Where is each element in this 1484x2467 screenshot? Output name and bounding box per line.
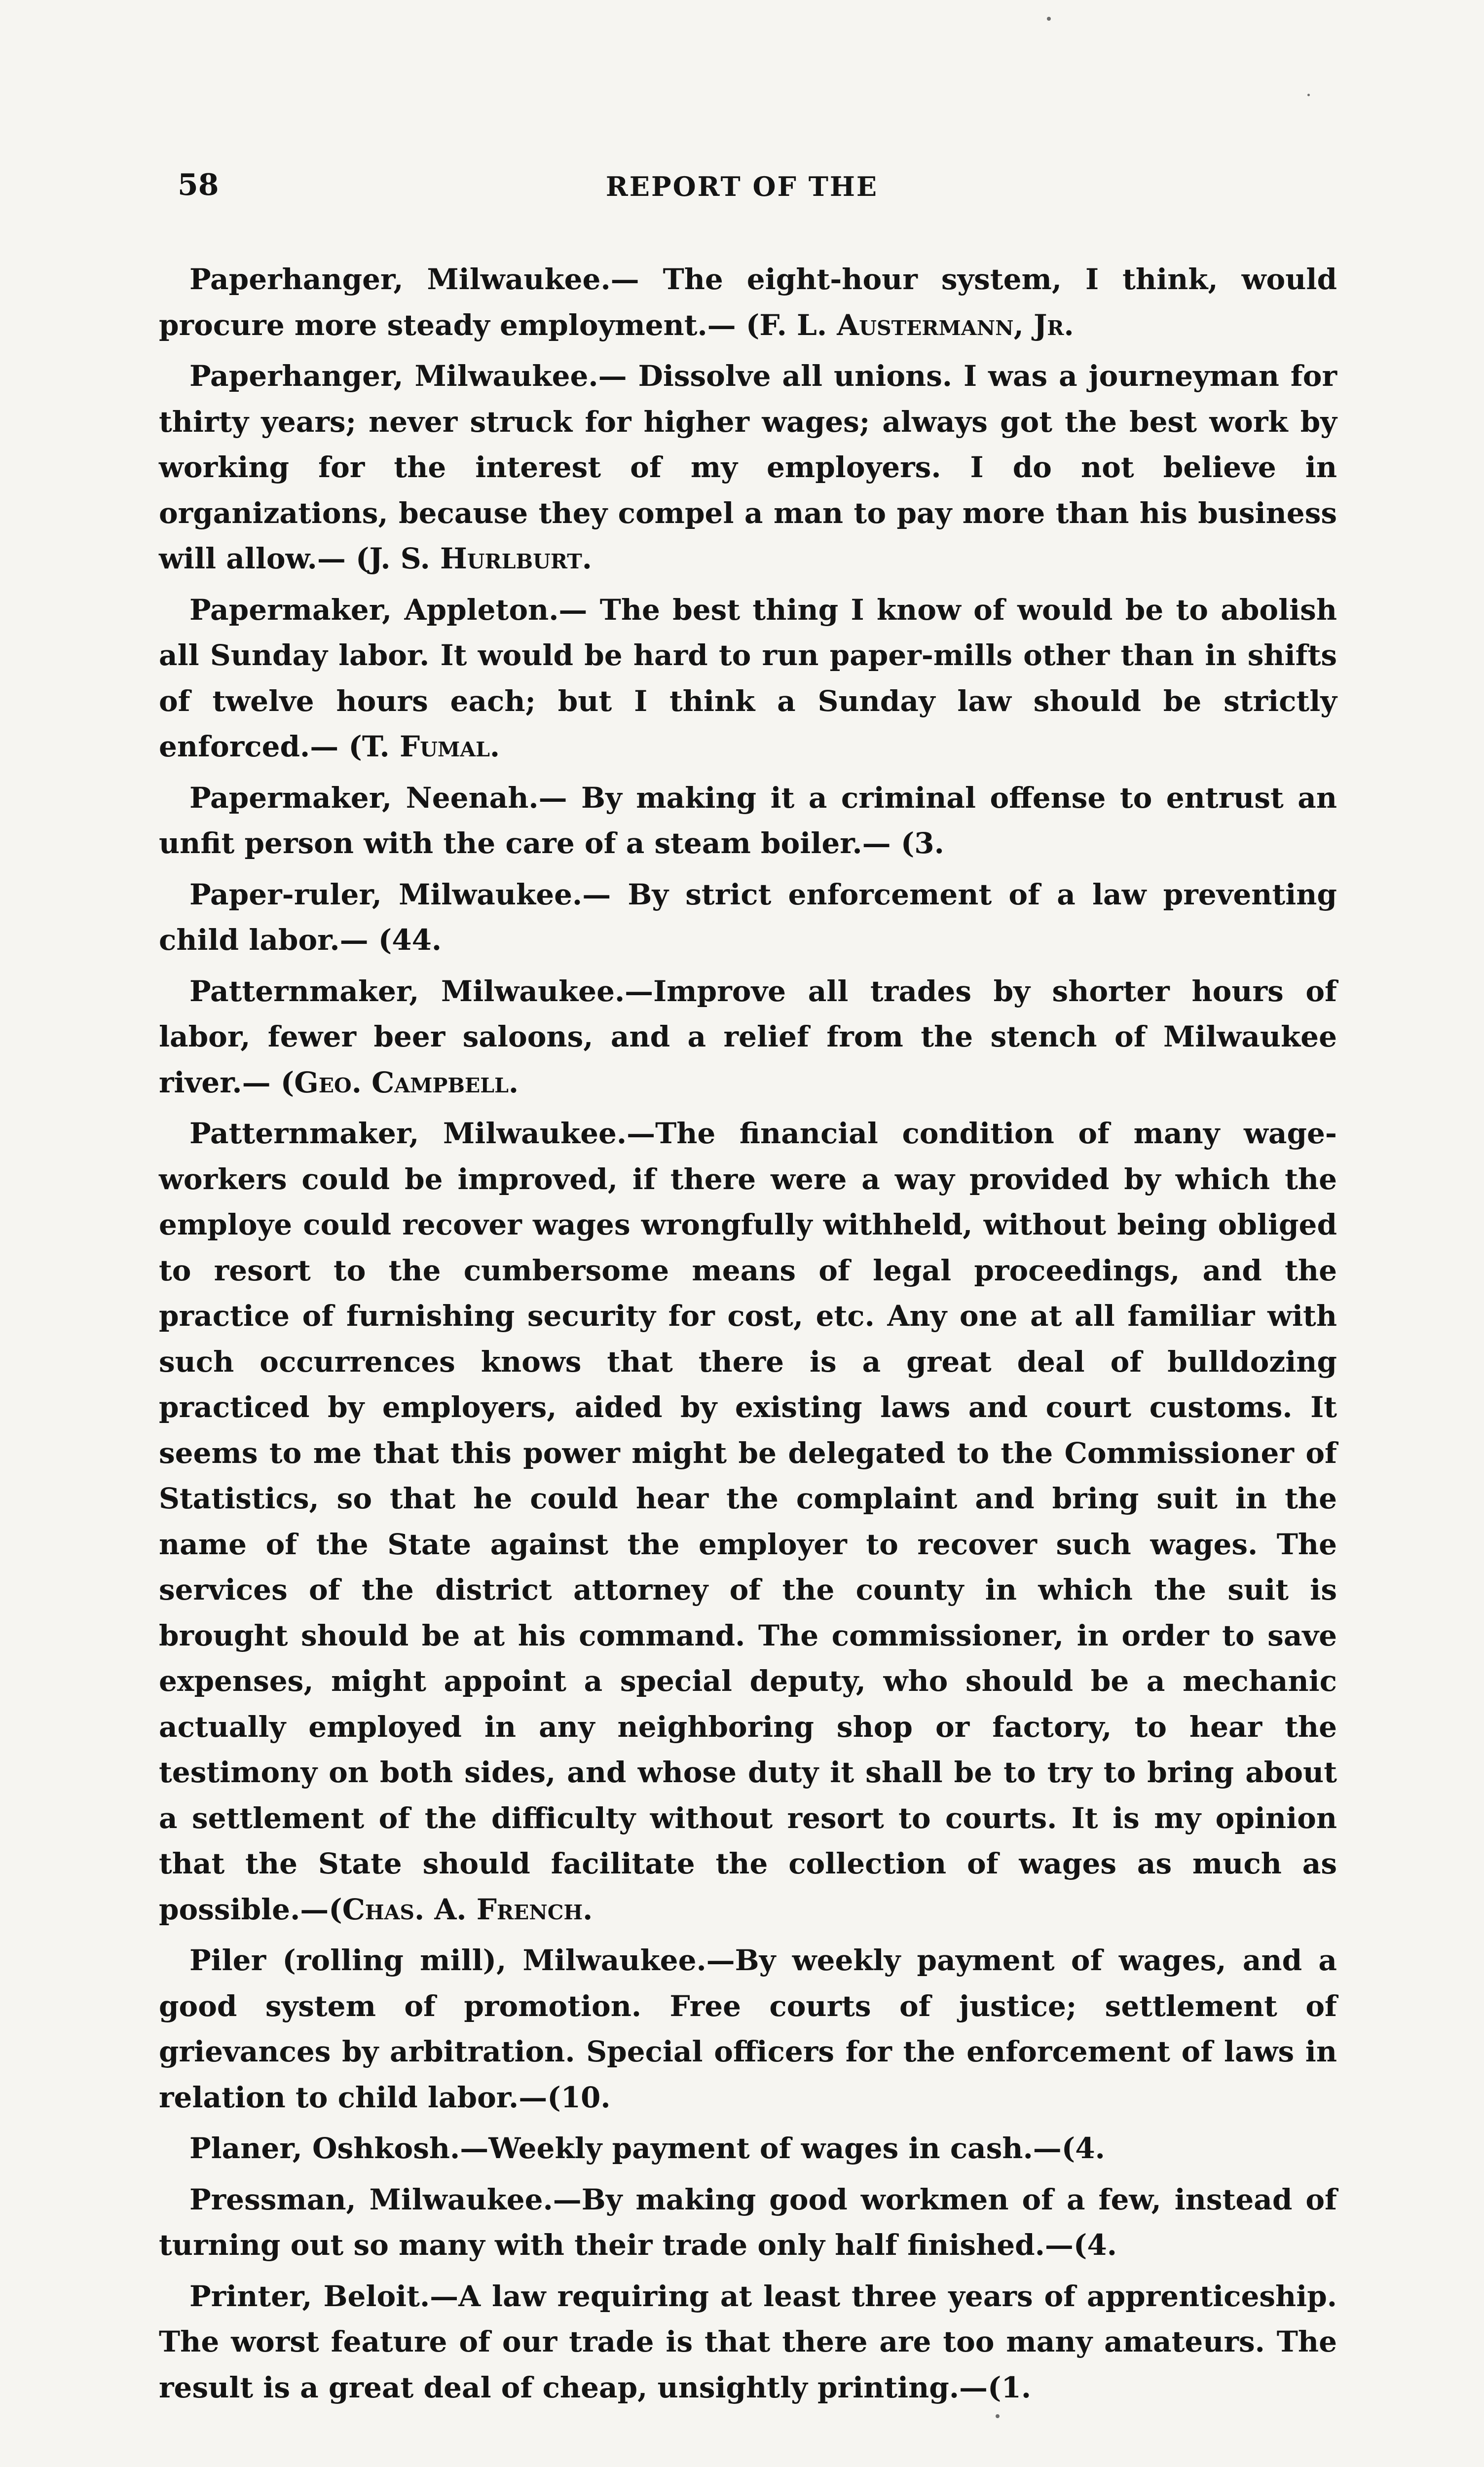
entry-paper-ruler-milwaukee: Paper-ruler, Milwaukee.— By strict enforcement of a law preventing child labor.— (44. bbox=[159, 877, 1337, 957]
entry-signature: Chas. A. French. bbox=[342, 1892, 593, 1926]
entry-printer-beloit: Printer, Beloit.—A law requiring at least three years of apprenticeship. The worst feature of our trade is that there are too many amateurs. The result is a great deal of cheap, unsightly printing.—(1. bbox=[159, 2279, 1337, 2404]
entry-patternmaker-milwaukee-2: Patternmaker, Milwaukee.—The financial condition of many wage-workers could be improved, if there were a way provided by which the employe could recover wages wrongfully withheld, without being obliged to resort to the cumbersome means of legal proceedings, and the practice of furnishing security for cost, etc. Any one at all familiar with such occurrences knows that there is a great deal of bulldozing practiced by employers, aided by existing laws and court customs. It seems to me that this power might be delegated to the Commissioner of Statistics, so that he could hear the complaint and bring suit in the name of the State against the employer to recover such wages. The services of the district attorney of the county in which the suit is brought should be at his command. The commissioner, in order to save expenses, might appoint a special deputy, who should be a mechanic actually employed in any neighboring shop or factory, to hear the testimony on both sides, and whose duty it shall be to try to bring about a settlement of the difficulty without resort to courts. It is my opinion that the State should facilitate the collection of wages as much as possible.—(Chas. A. French. bbox=[159, 1117, 1337, 1926]
entry-patternmaker-milwaukee-1: Patternmaker, Milwaukee.—Improve all trades by shorter hours of labor, fewer beer saloons, and a relief from the stench of Milwaukee river.— (Geo. Campbell. bbox=[159, 974, 1337, 1099]
entry-signature: F. L. Austermann, Jr. bbox=[759, 308, 1074, 342]
entry-pressman-milwaukee: Pressman, Milwaukee.—By making good workmen of a few, instead of turning out so many with their trade only half finished.—(4. bbox=[159, 2182, 1337, 2262]
entry-signature: Geo. Campbell. bbox=[294, 1065, 519, 1099]
paper-speck bbox=[1047, 17, 1051, 21]
report-entries bbox=[159, 257, 1337, 2416]
paper-speck bbox=[1307, 94, 1310, 96]
entry-paperhanger-milwaukee-1: Paperhanger, Milwaukee.— The eight-hour system, I think, would procure more steady employment.— (F. L. Austermann, Jr. bbox=[159, 262, 1337, 342]
entry-piler-milwaukee: Piler (rolling mill), Milwaukee.—By weekly payment of wages, and a good system of promotion. Free courts of justice; settlement of grievances by arbitration. Special officers for the enforcement of laws in relation to child labor.—(10. bbox=[159, 1944, 1337, 2114]
page-header bbox=[0, 168, 1484, 222]
entry-papermaker-appleton: Papermaker, Appleton.— The best thing I know of would be to abolish all Sunday labor. It would be hard to run paper-mills other than in shifts of twelve hours each; but I think a Sunday law should be strictly enforced.— (T. Fumal. bbox=[159, 593, 1337, 763]
paper-speck bbox=[996, 2414, 1000, 2418]
entry-signature: T. Fumal. bbox=[362, 730, 500, 763]
entry-papermaker-neenah: Papermaker, Neenah.— By making it a criminal offense to entrust an unfit person with the care of a steam boiler.— (3. bbox=[159, 781, 1337, 860]
entry-paperhanger-milwaukee-2: Paperhanger, Milwaukee.— Dissolve all unions. I was a journeyman for thirty years; never struck for higher wages; always got the best work by working for the interest of my employers. I do not believe in organizations, because they compel a man to pay more than his business will allow.— (J. S. Hurlburt. bbox=[159, 359, 1337, 575]
entry-planer-oshkosh: Planer, Oshkosh.—Weekly payment of wages in cash.—(4. bbox=[189, 2131, 1105, 2165]
entry-signature: J. S. Hurlburt. bbox=[369, 542, 592, 575]
running-head: REPORT OF THE bbox=[605, 171, 879, 202]
page-number: 58 bbox=[178, 168, 219, 202]
